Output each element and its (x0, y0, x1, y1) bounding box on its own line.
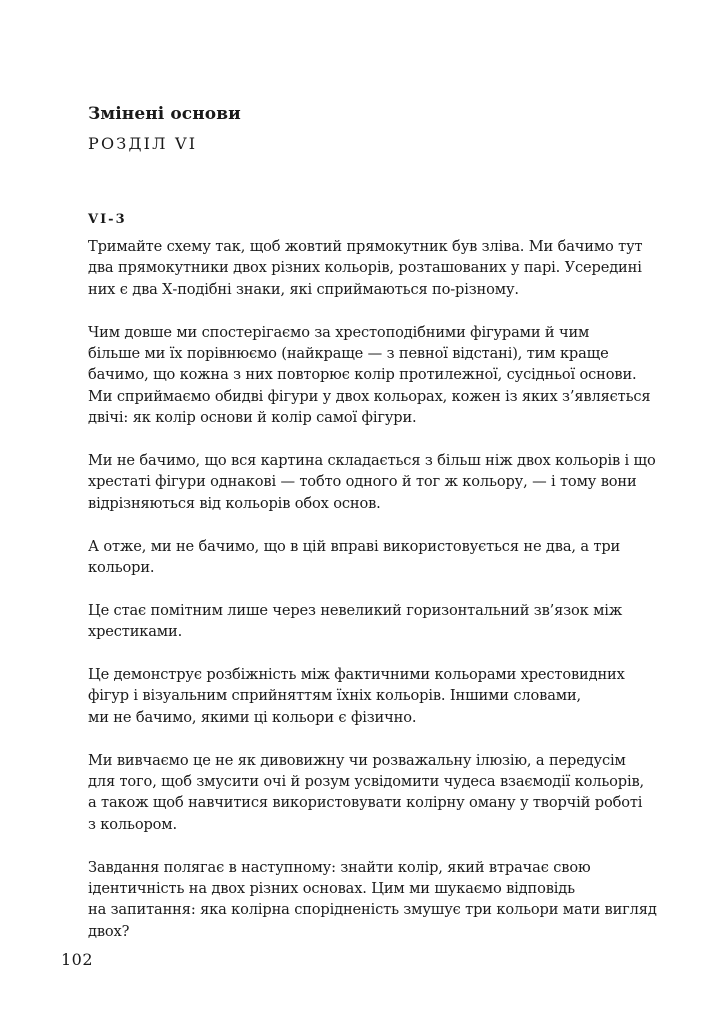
text-line: з кольором. (88, 815, 177, 833)
paragraph (88, 750, 648, 836)
chapter-title: Змінені основи (88, 104, 241, 124)
section-label: РОЗДІЛ VI (88, 134, 198, 153)
text-line: для того, щоб змусити очі й розум усвідомити чудеса взаємодії кольорів, (88, 773, 645, 791)
text-line: Ми не бачимо, що вся картина складається з більш ніж двох кольорів і що (88, 452, 656, 470)
text-line: два прямокутники двох різних кольорів, розташованих у парі. Усередині (88, 259, 642, 277)
paragraph (88, 600, 648, 643)
text-line: них є два Х-подібні знаки, які сприймаються по-різному. (88, 280, 519, 298)
text-line: Це стає помітним лише через невеликий горизонтальний зв’язок між (88, 601, 623, 619)
text-line: Чим довше ми спостерігаємо за хрестоподібними фігурами й чим (88, 323, 590, 341)
text-line: А отже, ми не бачимо, що в цій вправі використовується не два, а три (88, 537, 621, 555)
text-line: двох? (88, 922, 130, 940)
text-line: бачимо, що кожна з них повторює колір протилежної, сусідньої основи. (88, 366, 637, 384)
paragraph (88, 664, 648, 728)
text-line: Ми сприймаємо обидві фігури у двох кольорах, кожен із яких з’являється (88, 387, 651, 405)
text-line: Це демонструє розбіжність між фактичними кольорами хрестовидних (88, 666, 625, 684)
body-text (88, 236, 657, 964)
text-line: Ми вивчаємо це не як дивовижну чи розважальну ілюзію, а передусім (88, 751, 626, 769)
text-line: Завдання полягає в наступному: знайти колір, який втрачає свою (88, 858, 591, 876)
text-line: Тримайте схему так, щоб жовтий прямокутник був зліва. Ми бачимо тут (88, 238, 643, 255)
text-line: фігур і візуальним сприйняттям їхніх кольорів. Іншими словами, (88, 687, 582, 705)
text-line: більше ми їх порівнюємо (найкраще — з певної відстані), тим краще (88, 345, 609, 363)
paragraph (88, 450, 656, 514)
text-line: двічі: як колір основи й колір самої фігури. (88, 409, 417, 427)
paragraph (88, 536, 648, 579)
text-line: хрестаті фігури однакові — тобто одного й тог ж кольору, — і тому вони (88, 473, 637, 491)
paragraph (88, 322, 651, 429)
text-line: а також щоб навчитися використовувати колірну оману у творчій роботі (88, 794, 643, 812)
text-line: кольори. (88, 559, 155, 577)
page-number: 102 (61, 950, 94, 969)
text-line: відрізняються від кольорів обох основ. (88, 494, 381, 512)
text-line: на запитання: яка колірна спорідненість змушує три кольори мати вигляд (88, 901, 657, 919)
paragraph (88, 236, 648, 300)
text-line: ідентичність на двох різних основах. Цим ми шукаємо відповідь (88, 880, 575, 898)
text-line: ми не бачимо, якими ці кольори є фізично. (88, 708, 417, 726)
exercise-code: VI-3 (88, 212, 127, 227)
text-line: хрестиками. (88, 623, 183, 641)
paragraph (88, 857, 657, 943)
